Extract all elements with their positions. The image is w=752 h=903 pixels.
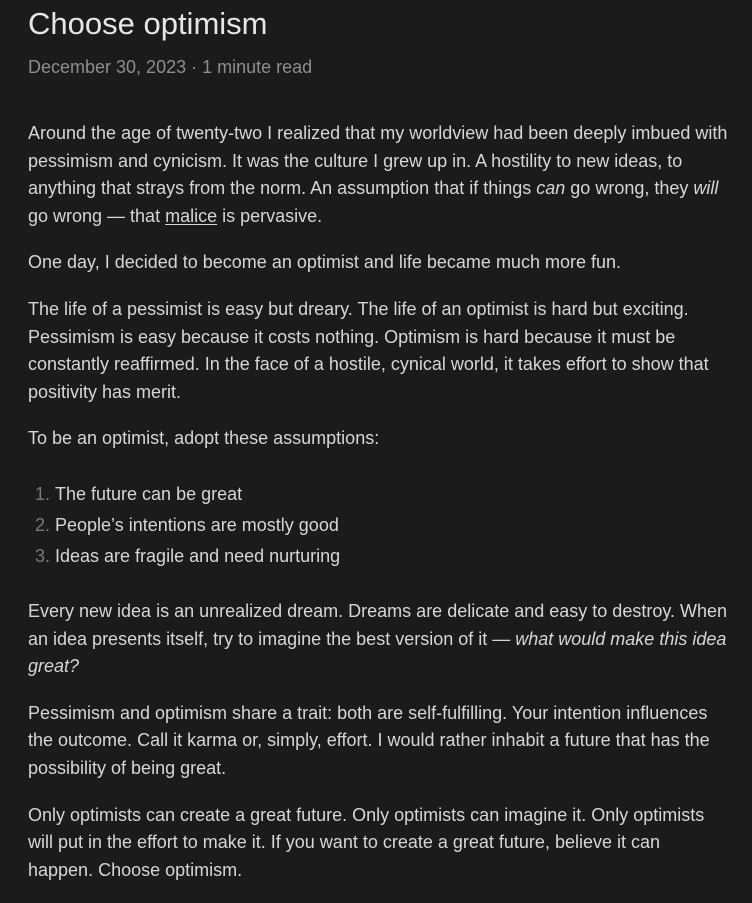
emphasis-can: can [536, 178, 566, 199]
paragraph-text: go wrong, they [565, 178, 694, 199]
list-item-text: Ideas are fragile and need nurturing [55, 545, 341, 566]
list-item [28, 510, 728, 541]
paragraph-conclusion: Only optimists can create a great future. Only optimists can imagine it. Only optimists will put in the effort to make it. If you want to create a great future, believe it can happen. Choose optimism. [28, 804, 705, 880]
malice-link[interactable]: malice [165, 205, 218, 226]
list-item-text: People’s intentions are mostly good [55, 514, 339, 535]
list-number: 3. [35, 545, 51, 566]
paragraph-ideas [28, 598, 728, 681]
post-meta: December 30, 2023 · 1 minute read [28, 57, 313, 77]
assumptions-list [28, 479, 728, 572]
page-title: Choose optimism [28, 6, 268, 41]
article-body [28, 120, 728, 903]
paragraph-assumptions-intro: To be an optimist, adopt these assumptions: [28, 428, 380, 449]
paragraph-decision: One day, I decided to become an optimist and life became much more fun. [28, 252, 621, 273]
list-number: 1. [35, 483, 51, 504]
list-item-text: The future can be great [55, 483, 243, 504]
paragraph-self-fulfilling: Pessimism and optimism share a trait: both are self-fulfilling. Your intention influences the outcome. Call it karma or, simply, effort. I would rather inhabit a future that has the possibility of being great. [28, 702, 710, 778]
list-number: 2. [35, 514, 51, 535]
list-item [28, 541, 728, 572]
list-item [28, 479, 728, 510]
paragraph-text: is pervasive. [217, 205, 323, 226]
paragraph-text: go wrong — that [28, 205, 166, 226]
paragraph-intro [28, 120, 728, 230]
paragraph-text: Every new idea is an unrealized dream. Dreams are delicate and easy to destroy. When an idea presents itself, try to imagine the best version of it — [28, 600, 728, 649]
emphasis-will: will [693, 178, 719, 199]
emphasis-question: what would make this idea great? [28, 628, 727, 677]
paragraph-text: Around the age of twenty-two I realized that my worldview had been deeply imbued with pessimism and cynicism. It was the culture I grew up in. A hostility to new ideas, to anything that strays from the norm. An assumption that if things [28, 123, 728, 199]
paragraph-pessimist-vs-optimist: The life of a pessimist is easy but dreary. The life of an optimist is hard but exciting. Pessimism is easy because it costs nothing. Optimism is hard because it must be constantly reaffirmed. In the face of a hostile, cynical world, it takes effort to show that positivity has merit. [28, 298, 709, 402]
